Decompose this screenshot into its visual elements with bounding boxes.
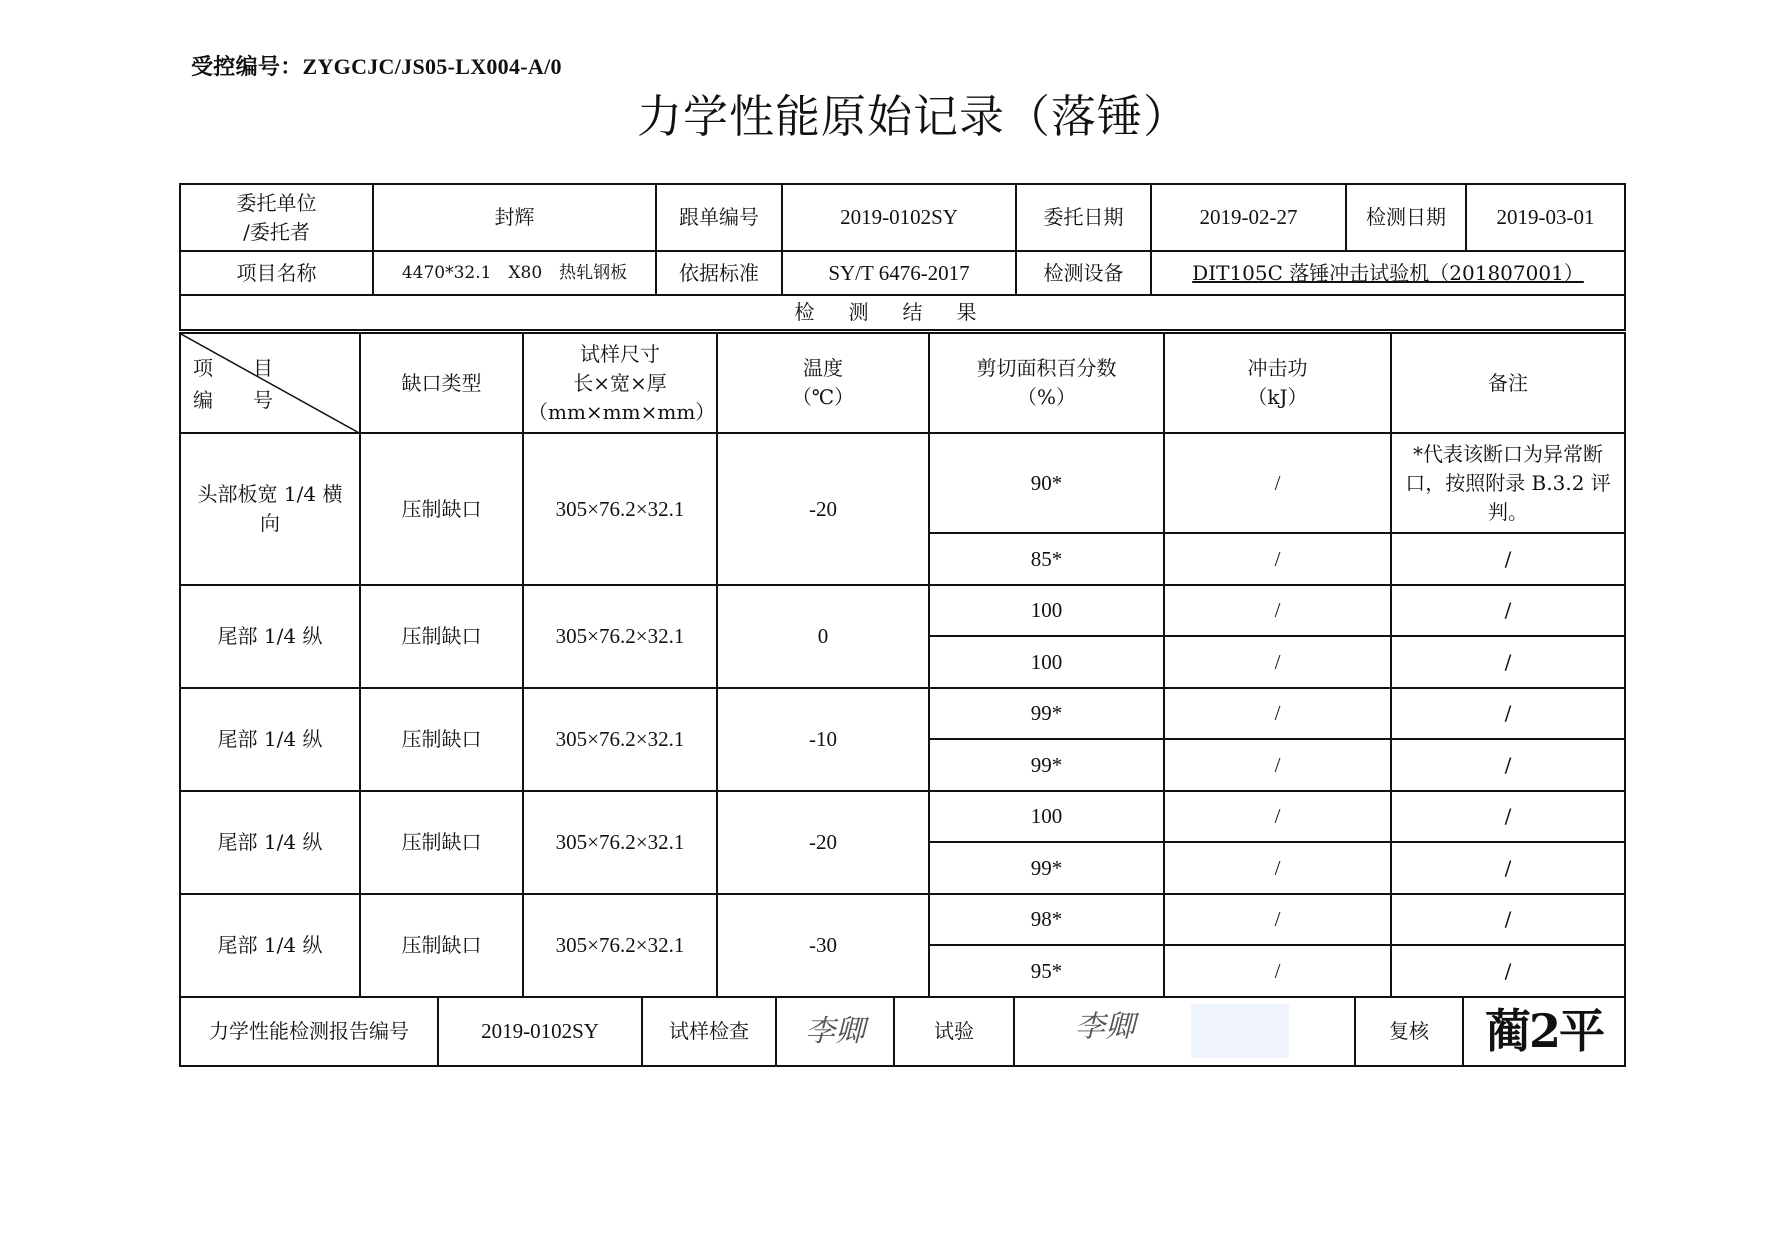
cell-shear: 99* <box>929 842 1164 894</box>
cell-shear: 98* <box>929 894 1164 945</box>
report-no-label: 力学性能检测报告编号 <box>180 997 438 1066</box>
cell-energy: / <box>1164 433 1391 533</box>
cell-notch: 压制缺口 <box>360 688 523 791</box>
cell-size: 305×76.2×32.1 <box>523 585 717 688</box>
cell-item: 尾部 1/4 纵 <box>180 791 360 894</box>
project-label: 项目名称 <box>180 251 373 295</box>
col-header-notch: 缺口类型 <box>360 333 523 433</box>
cell-shear: 99* <box>929 739 1164 791</box>
cell-remark: *代表该断口为异常断口，按照附录 B.3.2 评判。 <box>1391 433 1625 533</box>
cell-temp: 0 <box>717 585 929 688</box>
cell-size: 305×76.2×32.1 <box>523 433 717 585</box>
project-value: 4470*32.1 X80 热轧钢板 <box>373 251 656 295</box>
test-date-label: 检测日期 <box>1346 184 1466 251</box>
standard-value: SY/T 6476-2017 <box>782 251 1016 295</box>
test-signature-text: 李卿 <box>1075 1009 1135 1045</box>
cell-item: 尾部 1/4 纵 <box>180 585 360 688</box>
tracking-value: 2019-0102SY <box>782 184 1016 251</box>
cell-energy: / <box>1164 791 1391 842</box>
cell-notch: 压制缺口 <box>360 894 523 997</box>
cell-remark: / <box>1391 842 1625 894</box>
cell-energy: / <box>1164 688 1391 739</box>
cell-energy: / <box>1164 894 1391 945</box>
cell-remark: / <box>1391 894 1625 945</box>
cell-temp: -20 <box>717 791 929 894</box>
equipment-label: 检测设备 <box>1016 251 1151 295</box>
cell-shear: 85* <box>929 533 1164 585</box>
review-signature <box>1463 997 1625 1066</box>
cell-energy: / <box>1164 636 1391 688</box>
results-heading: 检测结果 <box>180 295 1625 330</box>
diag-header-number: 编 号 <box>193 388 273 412</box>
commission-date-label: 委托日期 <box>1016 184 1151 251</box>
col-header-size: 试样尺寸 长×宽×厚 （mm×mm×mm） <box>523 333 717 433</box>
cell-shear: 100 <box>929 791 1164 842</box>
cell-temp: -10 <box>717 688 929 791</box>
cell-shear: 90* <box>929 433 1164 533</box>
client-value: 封辉 <box>373 184 656 251</box>
cell-temp: -20 <box>717 433 929 585</box>
test-date-value: 2019-03-01 <box>1466 184 1625 251</box>
cell-remark: / <box>1391 791 1625 842</box>
cell-notch: 压制缺口 <box>360 585 523 688</box>
cell-size: 305×76.2×32.1 <box>523 791 717 894</box>
cell-energy: / <box>1164 585 1391 636</box>
cell-notch: 压制缺口 <box>360 791 523 894</box>
sample-check-signature <box>776 997 894 1066</box>
test-signature <box>1014 997 1355 1066</box>
footer-table <box>179 996 1626 1067</box>
control-number: 受控编号：ZYGCJC/JS05-LX004-A/0 <box>191 54 562 79</box>
table-row <box>180 433 1625 533</box>
cell-remark: / <box>1391 688 1625 739</box>
review-label: 复核 <box>1355 997 1463 1066</box>
cell-item: 头部板宽 1/4 横向 <box>180 433 360 585</box>
cell-energy: / <box>1164 945 1391 997</box>
cell-remark: / <box>1391 533 1625 585</box>
diagonal-header-cell <box>180 333 360 433</box>
cell-energy: / <box>1164 739 1391 791</box>
page-title: 力学性能原始记录（落锤） <box>636 90 1189 143</box>
col-header-remark: 备注 <box>1391 333 1625 433</box>
cell-energy: / <box>1164 842 1391 894</box>
equipment-value: DIT105C 落锤冲击试验机（201807001） <box>1151 251 1625 295</box>
table-row <box>180 791 1625 842</box>
table-row <box>180 894 1625 945</box>
cell-energy: / <box>1164 533 1391 585</box>
col-header-shear: 剪切面积百分数 （%） <box>929 333 1164 433</box>
cell-size: 305×76.2×32.1 <box>523 894 717 997</box>
cell-remark: / <box>1391 739 1625 791</box>
cell-shear: 100 <box>929 636 1164 688</box>
tracking-label: 跟单编号 <box>656 184 782 251</box>
col-header-temp: 温度 （℃） <box>717 333 929 433</box>
sample-check-signature-text: 李卿 <box>805 1013 865 1049</box>
results-table <box>179 332 1626 998</box>
info-table <box>179 183 1626 331</box>
cell-shear: 100 <box>929 585 1164 636</box>
commission-date-value: 2019-02-27 <box>1151 184 1346 251</box>
cell-remark: / <box>1391 636 1625 688</box>
client-label: 委托单位 /委托者 <box>180 184 373 251</box>
sample-check-label: 试样检查 <box>642 997 776 1066</box>
report-no-value: 2019-0102SY <box>438 997 642 1066</box>
cell-item: 尾部 1/4 纵 <box>180 894 360 997</box>
cell-shear: 99* <box>929 688 1164 739</box>
diag-header-item: 项 目 <box>193 356 273 380</box>
test-label: 试验 <box>894 997 1014 1066</box>
table-row <box>180 688 1625 739</box>
col-header-energy: 冲击功 （kJ） <box>1164 333 1391 433</box>
review-signature-text: 蔺2平 <box>1484 1004 1603 1058</box>
cell-item: 尾部 1/4 纵 <box>180 688 360 791</box>
cell-size: 305×76.2×32.1 <box>523 688 717 791</box>
table-row <box>180 585 1625 636</box>
cell-remark: / <box>1391 945 1625 997</box>
cell-shear: 95* <box>929 945 1164 997</box>
cell-notch: 压制缺口 <box>360 433 523 585</box>
standard-label: 依据标准 <box>656 251 782 295</box>
cell-temp: -30 <box>717 894 929 997</box>
diagonal-line <box>181 334 360 433</box>
cell-remark: / <box>1391 585 1625 636</box>
redacted-area <box>1191 1004 1289 1058</box>
